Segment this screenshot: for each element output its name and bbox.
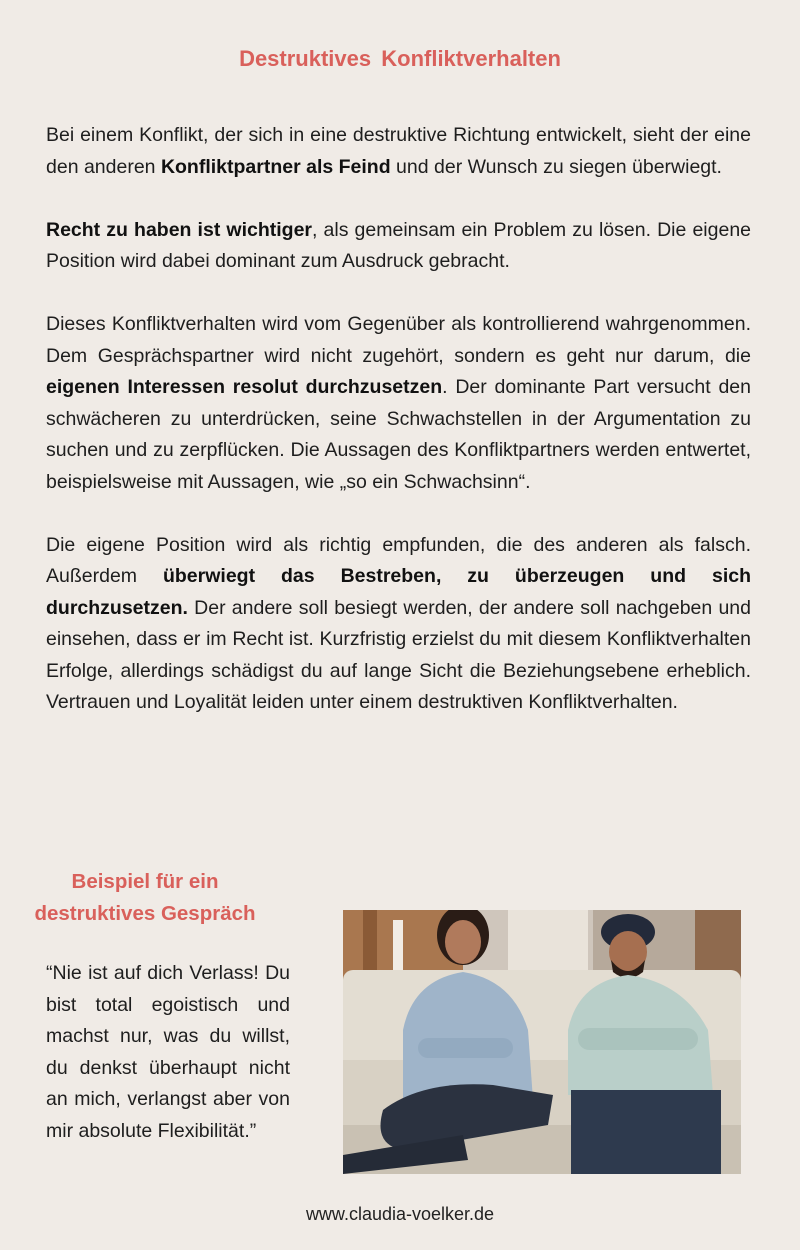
paragraph-2: Recht zu haben ist wichtiger, als gemeinsam ein Problem zu lösen. Die eigene Position wird dabei dominant zum Ausdruck gebracht. [46, 218, 752, 272]
paragraph-3: Dieses Konfliktverhalten wird vom Gegenüber als kontrollierend wahrgenommen. Dem Gesprächspartner wird nicht zugehört, sondern es geht nur darum, die eigenen Interessen resolut durchzusetzen. Der dominante Part versucht den schwächeren zu unterdrücken, seine Schwachstellen in der Argumentation zu suchen und zu zerpflücken. Die Aussagen des Konfliktpartners werden entwertet, beispielsweise mit Aussagen, wie „so ein Schwachsinn“. [46, 313, 751, 493]
page-title: Destruktives Konfliktverhalten [239, 46, 561, 71]
example-quote: “Nie ist auf dich Verlass! Du bist total egoistisch und machst nur, was du willst, du denkst überhaupt nicht an mich, verlangst aber von mir absolute Flexibilität.” [46, 962, 290, 1142]
emphasis: Recht zu haben ist wichtiger [46, 218, 313, 241]
article-body [46, 120, 751, 750]
paragraph-1: Bei einem Konflikt, der sich in eine destruktive Richtung entwickelt, sieht der eine den anderen Konfliktpartner als Feind und der Wunsch zu siegen überwiegt. [46, 124, 751, 178]
paragraph-4: Die eigene Position wird als richtig empfunden, die des anderen als falsch. Außerdem überwiegt das Bestreben, zu überzeugen und sich durchzusetzen. Der andere soll besiegt werden, der andere soll nachgeben und einsehen, dass er im Recht ist. Kurzfristig erzielst du mit diesem Konfliktverhalten Erfolge, allerdings schädigst du auf lange Sicht die Beziehungsebene erheblich. Vertrauen und Loyalität leiden unter einem destruktiven Konfliktverhalten. [46, 533, 751, 713]
emphasis: eigenen Interessen resolut durchzusetzen [46, 376, 443, 398]
example-heading: Beispiel für ein destruktives Gespräch [34, 870, 256, 925]
emphasis: überwiegt das Bestreben, zu überzeugen und sich durchzusetzen. [46, 565, 751, 619]
footer-url: www.claudia-voelker.de [305, 1204, 495, 1224]
emphasis: Konfliktpartner als Feind [160, 155, 391, 178]
couple-arguing-photo [343, 910, 741, 1174]
